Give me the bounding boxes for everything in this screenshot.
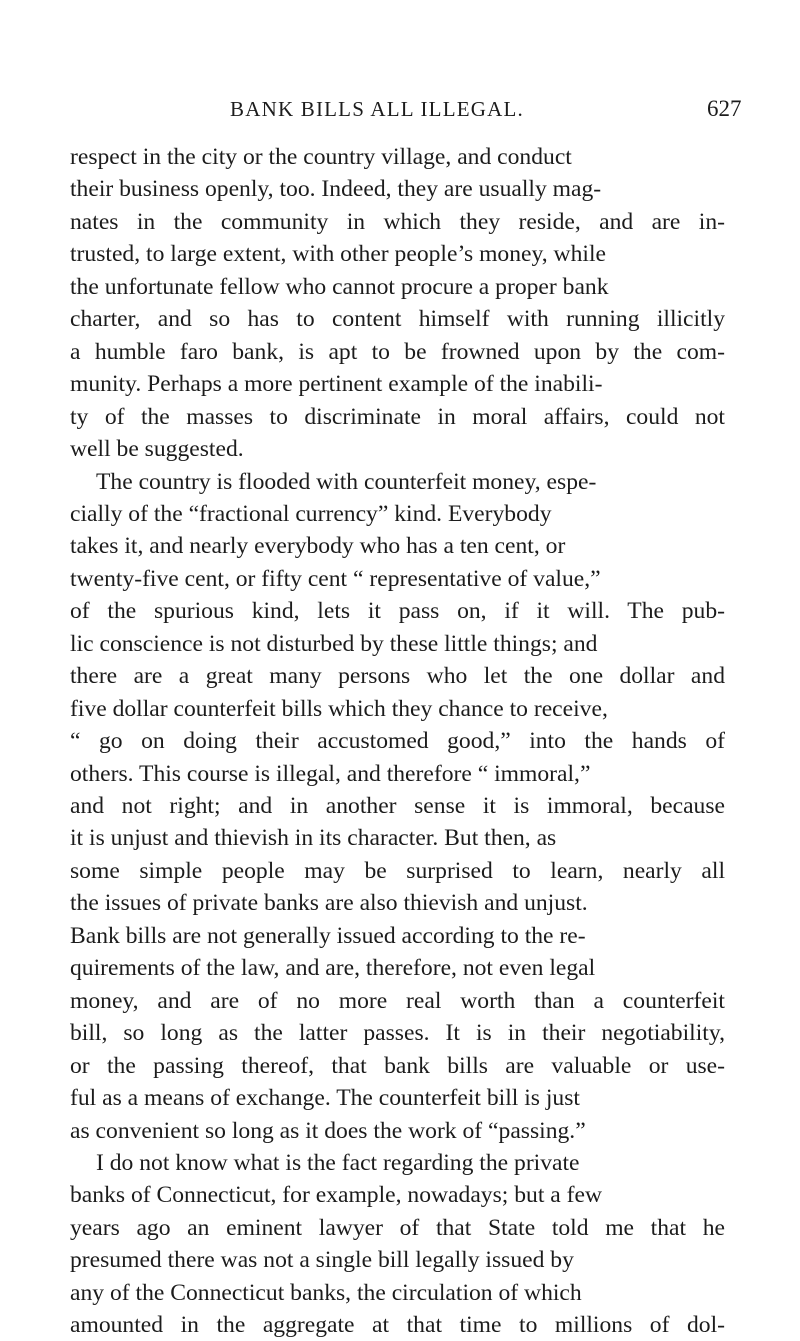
text-line — [70, 141, 725, 173]
text-line — [70, 1309, 725, 1341]
text-line-content: the unfortunate fellow who cannot procure a proper bank — [70, 273, 609, 300]
text-line — [70, 595, 725, 627]
text-line-content: quirements of the law, and are, therefore, not even legal — [70, 955, 596, 982]
text-line — [70, 433, 725, 465]
text-line-content: twenty-five cent, or fifty cent “ representative of value,” — [70, 565, 601, 592]
text-line — [96, 466, 725, 498]
text-line — [70, 790, 725, 822]
text-line-content: munity. Perhaps a more pertinent example of the inabili- — [70, 371, 603, 398]
text-line-content: nates in the community in which they reside, and are in- — [70, 208, 725, 235]
text-line — [70, 1212, 725, 1244]
text-line — [70, 1179, 725, 1211]
text-line — [70, 498, 725, 530]
text-line — [70, 1082, 725, 1114]
text-line-content: it is unjust and thievish in its character. But then, as — [70, 825, 557, 852]
text-line-content: “ go on doing their accustomed good,” into the hands of — [70, 728, 725, 755]
text-line — [70, 368, 725, 400]
text-line — [70, 303, 725, 335]
text-line — [70, 725, 725, 757]
text-line-content: as convenient so long as it does the work of “passing.” — [70, 1117, 586, 1144]
text-line-content: or the passing thereof, that bank bills are valuable or use- — [70, 1052, 725, 1079]
text-line — [70, 985, 725, 1017]
text-line — [70, 1050, 725, 1082]
text-line — [70, 563, 725, 595]
text-line — [70, 758, 725, 790]
text-line — [70, 206, 725, 238]
text-line-content: there are a great many persons who let the one dollar and — [70, 663, 725, 690]
text-line-content: the issues of private banks are also thievish and unjust. — [70, 890, 588, 917]
text-line-content: cially of the “fractional currency” kind. Everybody — [70, 500, 552, 527]
text-line-content: ty of the masses to discriminate in moral affairs, could not — [70, 403, 725, 430]
page-number: 627 — [707, 96, 742, 121]
text-line — [70, 952, 725, 984]
text-line-content: respect in the city or the country village, and conduct — [70, 144, 572, 170]
text-line — [96, 1147, 725, 1179]
text-line — [70, 401, 725, 433]
text-line — [70, 271, 725, 303]
text-line-content: charter, and so has to content himself with running illicitly — [70, 306, 725, 333]
text-line-content: five dollar counterfeit bills which they chance to receive, — [70, 695, 608, 722]
text-line-content: I do not know what is the fact regarding the private — [96, 1149, 580, 1176]
text-line-content: Bank bills are not generally issued according to the re- — [70, 922, 586, 949]
text-line — [70, 887, 725, 919]
text-line — [70, 855, 725, 887]
text-line — [70, 1115, 725, 1147]
text-line-content: their business openly, too. Indeed, they are usually mag- — [70, 176, 602, 203]
text-line-content: any of the Connecticut banks, the circulation of which — [70, 1279, 582, 1306]
text-line — [70, 1277, 725, 1309]
text-line-content: years ago an eminent lawyer of that State told me that he — [70, 1214, 725, 1241]
text-line-content: a humble faro bank, is apt to be frowned upon by the com- — [70, 338, 725, 365]
text-line-content: lic conscience is not disturbed by these little things; and — [70, 630, 598, 657]
text-line-content: some simple people may be surprised to learn, nearly all — [70, 857, 725, 884]
text-line-content: of the spurious kind, lets it pass on, if it will. The pub- — [70, 598, 725, 625]
text-line-content: presumed there was not a single bill legally issued by — [70, 1247, 574, 1274]
text-line — [70, 173, 725, 205]
text-line-content: The country is flooded with counterfeit money, espe- — [96, 468, 597, 495]
text-line — [70, 530, 725, 562]
text-line-content: money, and are of no more real worth than a counterfeit — [70, 987, 725, 1014]
text-line-content: trusted, to large extent, with other people’s money, while — [70, 241, 606, 268]
text-line-content: banks of Connecticut, for example, nowadays; but a few — [70, 1182, 603, 1209]
text-line — [70, 822, 725, 854]
text-line — [70, 238, 725, 270]
text-line — [70, 920, 725, 952]
text-line — [70, 336, 725, 368]
text-line-content: amounted in the aggregate at that time to millions of dol- — [70, 1312, 725, 1339]
text-line-content: others. This course is illegal, and therefore “ immoral,” — [70, 760, 591, 787]
text-line-content: bill, so long as the latter passes. It is in their negotiability, — [70, 1020, 725, 1047]
text-line-content: takes it, and nearly everybody who has a ten cent, or — [70, 533, 566, 560]
text-line-content: ful as a means of exchange. The counterfeit bill is just — [70, 1085, 580, 1112]
running-title: BANK BILLS ALL ILLEGAL. — [230, 97, 524, 121]
text-line — [70, 1244, 725, 1276]
text-line-content: well be suggested. — [70, 436, 244, 463]
text-line — [70, 628, 725, 660]
text-line — [70, 693, 725, 725]
text-line-content: and not right; and in another sense it is immoral, because — [70, 793, 725, 819]
text-line — [70, 660, 725, 692]
text-line — [70, 1017, 725, 1049]
running-head — [0, 91, 800, 127]
